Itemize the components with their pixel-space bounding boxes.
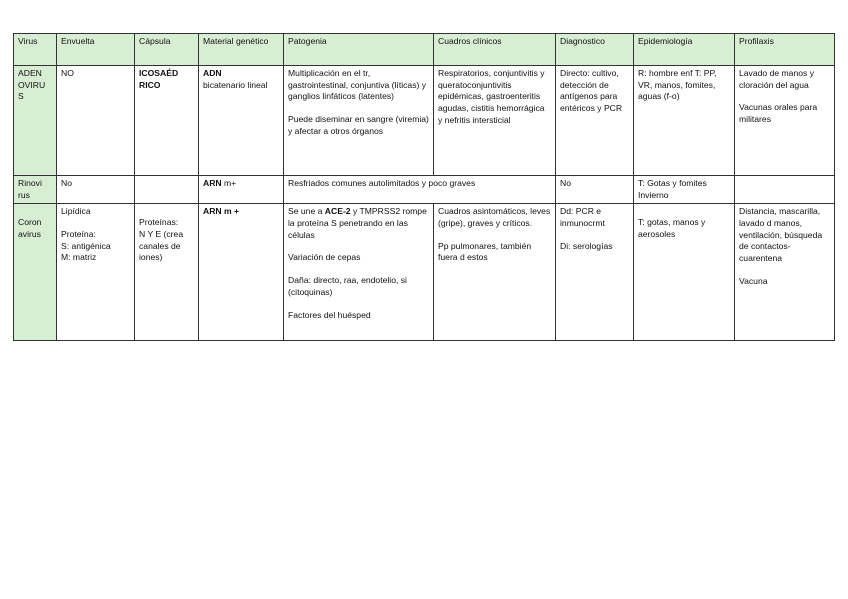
virus-name: Coron avirus bbox=[18, 217, 42, 240]
patogenia-fragment: y TMPRSS2 rompe la proteína S penetrando en las células bbox=[288, 206, 427, 240]
header-patogenia: Patogenia bbox=[284, 34, 434, 66]
header-material-genetico: Material genético bbox=[199, 34, 284, 66]
cell-material bbox=[199, 66, 284, 176]
header-envuelta: Envuelta bbox=[57, 34, 135, 66]
diagnostico-text: Dd: PCR e inmunocrmt bbox=[560, 206, 605, 229]
header-diagnostico: Diagnostico bbox=[556, 34, 634, 66]
material-text: bicatenario lineal bbox=[203, 79, 268, 90]
cell-diagnostico bbox=[556, 204, 634, 341]
epidemiologia-text: T: gotas, manos y aerosoles bbox=[638, 217, 706, 240]
profilaxis-text: Vacuna bbox=[739, 275, 768, 286]
patogenia-text: Daña: directo, raa, endotelio, si (citoquinas) bbox=[288, 275, 407, 297]
material-bold: ADN bbox=[203, 68, 222, 78]
cell-diagnostico: Directo: cultivo, detección de antígenos para entéricos y PCR bbox=[556, 66, 634, 176]
cell-patogenia: Resfriados comunes autolimitados y poco graves bbox=[284, 176, 556, 204]
header-capsula: Cápsula bbox=[135, 34, 199, 66]
header-epidemiologia: Epidemiología bbox=[634, 34, 735, 66]
patogenia-text bbox=[288, 206, 429, 241]
material-text: m+ bbox=[221, 178, 237, 188]
cell-profilaxis bbox=[735, 176, 835, 204]
envuelta-text: Lipídica bbox=[61, 206, 91, 217]
header-virus: Virus bbox=[14, 34, 57, 66]
cell-virus: Rinovi rus bbox=[14, 176, 57, 204]
cell-cuadros: Respiratorios, conjuntivitis y queratoconjuntivitis epidémicas, gastroenteritis agudas, cistitis hemorrágica y nefritis intersticial bbox=[434, 66, 556, 176]
patogenia-fragment: Se une a bbox=[288, 206, 325, 217]
cell-capsula bbox=[135, 176, 199, 204]
cell-material bbox=[199, 176, 284, 204]
envuelta-text: S: antigénica bbox=[61, 240, 111, 251]
cuadros-text: Cuadros asintomáticos, leves (gripe), graves y críticos. bbox=[438, 206, 551, 229]
cell-envuelta bbox=[57, 204, 135, 341]
header-profilaxis: Profilaxis bbox=[735, 34, 835, 66]
cell-cuadros bbox=[434, 204, 556, 341]
capsula-text: Proteínas: bbox=[139, 217, 179, 228]
cell-epidemiologia: R: hombre enf T: PP, VR, manos, fomites, aguas (f-o) bbox=[634, 66, 735, 176]
material-bold: ARN m + bbox=[203, 206, 240, 217]
cell-virus bbox=[14, 204, 57, 341]
cell-virus: ADEN OVIRU S bbox=[14, 66, 57, 176]
patogenia-text: Variación de cepas bbox=[288, 252, 361, 263]
capsula-text: ICOSAÉD RICO bbox=[139, 68, 179, 90]
cell-patogenia bbox=[284, 204, 434, 341]
table-row-adenovirus bbox=[14, 66, 835, 176]
profilaxis-text: Lavado de manos y cloración del agua bbox=[739, 68, 815, 90]
cell-profilaxis bbox=[735, 66, 835, 176]
envuelta-text: Proteína: bbox=[61, 229, 96, 240]
table-row-coronavirus bbox=[14, 204, 835, 341]
cell-capsula bbox=[135, 66, 199, 176]
patogenia-text: Multiplicación en el tr, gastrointestinal, conjuntiva (líticas) y ganglios linfáticos (latentes) bbox=[288, 68, 427, 102]
profilaxis-text: Vacunas orales para militares bbox=[739, 102, 818, 125]
header-cuadros-clinicos: Cuadros clínicos bbox=[434, 34, 556, 66]
diagnostico-text: Di: serologías bbox=[560, 240, 613, 251]
patogenia-text: Factores del huésped bbox=[288, 309, 371, 320]
cell-diagnostico: No bbox=[556, 176, 634, 204]
cell-envuelta: NO bbox=[57, 66, 135, 176]
patogenia-bold: ACE-2 bbox=[324, 206, 351, 217]
table-row-rinovirus bbox=[14, 176, 835, 204]
cuadros-text: Pp pulmonares, también fuera d estos bbox=[438, 240, 532, 263]
envuelta-text: M: matriz bbox=[61, 252, 97, 263]
patogenia-text: Puede diseminar en sangre (viremia) y afectar a otros órganos bbox=[288, 114, 429, 136]
capsula-text: N Y E (crea canales de iones) bbox=[139, 229, 184, 263]
cell-patogenia bbox=[284, 66, 434, 176]
cell-profilaxis bbox=[735, 204, 835, 341]
cell-epidemiologia: T: Gotas y fomites Invierno bbox=[634, 176, 735, 204]
material-bold: ARN bbox=[203, 178, 222, 188]
header-row bbox=[14, 34, 835, 66]
cell-envuelta: No bbox=[57, 176, 135, 204]
profilaxis-text: Distancia, mascarilla, lavado d manos, ventilación, búsqueda de contactos-cuarentena bbox=[739, 206, 823, 264]
virus-table bbox=[13, 33, 835, 341]
cell-epidemiologia bbox=[634, 204, 735, 341]
cell-capsula bbox=[135, 204, 199, 341]
cell-material bbox=[199, 204, 284, 341]
